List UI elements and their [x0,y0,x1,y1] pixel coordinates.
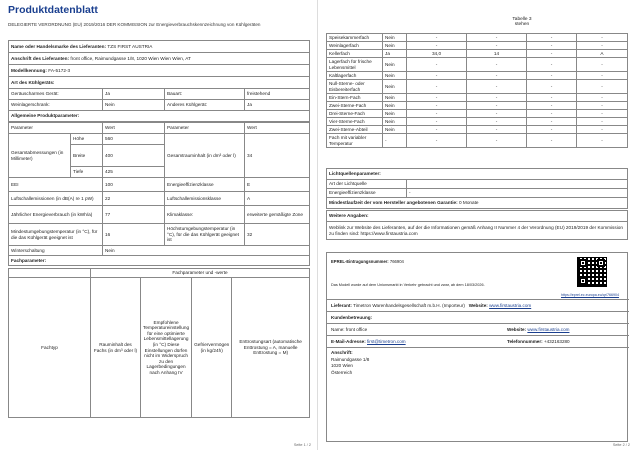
col-freezing: Gefriervermögen (in kg/24h) [192,278,232,418]
further-table [326,210,628,240]
compartment-row: Vier-Sterne-Fach Nein - - - - [327,118,628,126]
compartment-row: Drei-Sterne-Fach Nein - - - - [327,110,628,118]
compartment-row: Lagerfach für frische Lebensmittel Nein - - - - [327,58,628,72]
supplier-address-row: Anschrift des Lieferanten: front office, Raimundgasse 1/8, 1020 Wien Wien Wien, AT [9,53,310,65]
compartment-row: Fach mit variabler Temperatur - - - - - [327,134,628,148]
supplier-name-row: Name oder Handelsmarke des Lieferanten: TZS FIRST AUSTRIA [9,41,310,53]
param-row: Jährlicher Energieverbrauch (in kWh/a) 77 Klimaklasse: erweiterte gemäßigte Zone [9,206,310,224]
volume-label: Gesamtrauminhalt (in dm³ oder l) [165,134,245,178]
warranty-row: Mindestlaufzeit der vom Hersteller angebotenen Garantie: 0 Monate [327,198,628,209]
compartment-row: Weinlagerfach Nein - - - - [327,42,628,50]
light-header: Lichtquellenparameter: [327,169,628,180]
eprel-registration: EPREL-Eintragungsnummer: 766904 [331,259,404,264]
compartments-table [326,33,628,148]
supplier-weblink[interactable]: https://www.firstaustria.com [360,230,418,236]
type-row: Geräuscharmes Gerät: Ja Bauart: freistehend [9,89,310,100]
page-2 [318,0,636,450]
compartment-row: Kaltlagerfach Nein - - - - [327,72,628,80]
address-block: Anschrift: Raimundgasse 1/8 1020 Wien Österreich [331,350,370,375]
phone-line: Telefonnummer: +432163280 [507,339,570,344]
compartment-subheader: Fachparameter und -werte [91,269,310,278]
type-row: Weinlagerschrank: Nein Anderes Kühlgerät: Ja [9,100,310,111]
further-header: Weitere Angaben: [327,211,628,222]
supplier-line: Lieferant: Timetron Warenhandelsgesellschaft m.b.H. (Importeur) Website: www.firstaustria.com [331,303,532,308]
general-params-header: Allgemeine Produktparameter: [9,111,310,122]
page-number: Seite 2 / 2 [612,443,630,447]
page-number: Seite 1 / 2 [293,443,311,447]
compartment-row: Speisekammerfach Nein - - - - [327,34,628,42]
service-website-link[interactable]: www.firstaustria.com [527,327,570,332]
light-table: Lichtquellenparameter: Art der Lichtquelle Energieeffizienzklasse - Mindestlaufzeit der vom Hersteller angebotenen Garantie: 0 Monate [326,168,628,209]
winter-row: Winterschaltung Nein [9,246,310,256]
model-id-row: Modellkennung: FA-5172-3 [9,65,310,77]
compartment-row: Zwei-Sterne-Fach Nein - - - - [327,102,628,110]
dims-label: Gesamtabmessungen (in Millimeter) [9,134,71,178]
email-link[interactable]: first@timetron.com [367,339,406,344]
volume-value: 34 [245,134,310,178]
table-title: Tabelle 3 stehen [512,17,532,27]
compartment-row: Ein-Stern-Fach Nein - - - - [327,94,628,102]
col-temperature: Empfohlene Temperatureinstellung für eine optimierte Lebensmittellagerung (in °C) Diese Einstellungen dürfen nicht im Widerspruch zu den Lagerbedingungen nach Anhang IV [141,278,192,418]
col-defrost: Enttrostungsart (automatische Enttrostung = A, manuelle Enttrostung = M) [232,278,310,418]
supplier-table [8,40,310,89]
param-row: Luftschallemissionen (in dB(A) re 1 pW) 22 Luftschallemissionsklasse A [9,192,310,206]
compartment-header: Fachparameter: [9,256,310,266]
compartment-row: Zwei-Sterne-Abteil Nein - - - - [327,126,628,134]
eprel-box [326,252,628,442]
regulation-text: DELEGIERTE VERORDNUNG (EU) 2019/2016 DER KOMMISSION zur Energieverbrauchskennzeichnung von Kühlgeräten [8,22,261,27]
col-volume: Rauminhalt des Fachs (in dm³ oder l) [91,278,141,418]
email-line: E-Mail-Adresse: first@timetron.com [331,339,406,344]
compartment-row: Null-Sterne- oder Eisbereiterfach Nein - - - - [327,80,628,94]
service-website: Website: www.firstaustria.com [507,327,570,332]
qr-code-icon[interactable] [577,257,607,287]
params-table: Parameter Wert Parameter Wert Gesamtabmessungen (in Millimeter) Höhe 560 Gesamtrauminhalt (in dm³ oder l) 34 Breite 400 Tiefe 425 EEI 100 Energieeffizienzklasse E Luftschallemissionen (in dB(A) re 1 pW) 22 Luftschallemissionsklasse A Jährlicher Energieverbrauch (in kWh/a) 77 Klimaklasse: erweiterte gemäßigte Zone Mindestumgebungstemperatur (in °C), für die das Kühlgerät geeignet ist 16 Höchstumgebungstemperatur (in °C), für die das Kühlgerät geeignet ist 32 Winterschaltung Nein Fachparameter: [8,122,310,266]
qr-link[interactable]: https://eprel.ec.europa.eu/qr/766904 [561,293,619,297]
service-header: Kundenbetreuung: [331,315,373,320]
col-fachtyp: Fachtyp [9,278,91,418]
param-row: EEI 100 Energieeffizienzklasse E [9,178,310,192]
service-name: Name: front office [331,327,368,332]
compartment-row: Kellerfach Ja 34,0 14 - A [327,50,628,58]
type-table [8,88,310,122]
supplier-website-link[interactable]: www.firstaustria.com [489,303,532,308]
eprel-note: Das Modell wurde auf dem Unionsmarkt in Verkehr gebracht und zwar, ab dem 18/03/2026. [331,283,485,287]
appliance-type-row: Art des Kühlgeräts: [9,77,310,89]
further-text: Weblink zur Website des Lieferanten, auf der die Informationen gemäß Anhang II Nummer 4 der Verordnung (EU) 2019/2019 der Kommission zu finden sind: https://www.firstaustria.com [327,222,628,240]
param-row: Mindestumgebungstemperatur (in °C), für die das Kühlgerät geeignet ist 16 Höchstumgebungstemperatur (in °C), für die das Kühlgerät geeignet ist 32 [9,224,310,246]
compartment-params-table [8,268,310,418]
page-title: Produktdatenblatt [8,4,98,16]
